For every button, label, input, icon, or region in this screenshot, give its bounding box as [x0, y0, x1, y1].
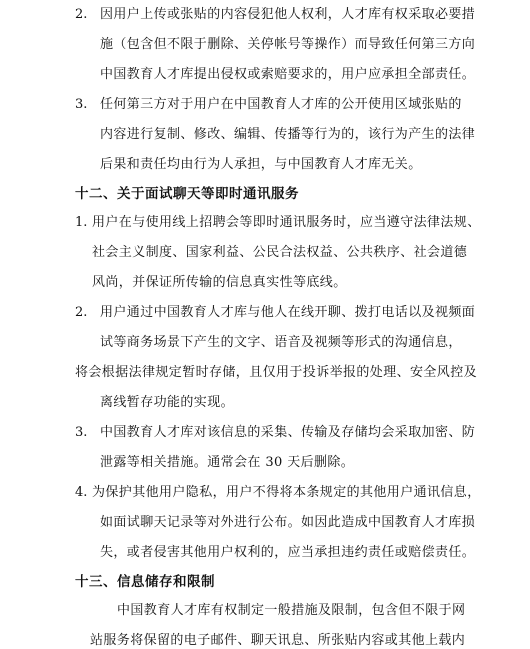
paragraph-text-line: 中国教育人才库有权制定一般措施及限制，包含但不限于网 — [117, 603, 466, 618]
clause-text-line: 离线暂存功能的实现。 — [100, 395, 235, 410]
clause-text-line: 因用户上传或张贴的内容侵犯他人权利，人才库有权采取必要措 — [100, 7, 476, 22]
clause-text-line: 任何第三方对于用户在中国教育人才库的公开使用区域张贴的 — [100, 97, 462, 112]
section-heading: 十三、信息储存和限制 — [75, 574, 215, 590]
clause-text-line: 施（包含但不限于删除、关停帐号等操作）而导致任何第三方向 — [100, 37, 476, 52]
clause-number: 4. — [75, 485, 88, 500]
section-heading: 十二、关于面试聊天等即时通讯服务 — [75, 186, 299, 202]
clause-text-line: 中国教育人才库提出侵权或索赔要求的，用户应承担全部责任。 — [100, 67, 476, 82]
clause-text-line: 后果和责任均由行为人承担，与中国教育人才库无关。 — [100, 157, 422, 172]
clause-text-line: 将会根据法律规定暂时存储，且仅用于投诉举报的处理、安全风控及 — [75, 365, 478, 380]
clause-text-line: 中国教育人才库对该信息的采集、传输及存储均会采取加密、防 — [100, 425, 476, 440]
clause-text-line: 泄露等相关措施。通常会在 30 天后删除。 — [100, 455, 355, 470]
clause-number: 2. — [75, 7, 88, 22]
clause-text-line: 社会主义制度、国家利益、公民合法权益、公共秩序、社会道德 — [92, 245, 468, 260]
clause-text-line: 用户在与使用线上招聘会等即时通讯服务时，应当遵守法律法规、 — [92, 215, 481, 230]
paragraph-text-line: 站服务将保留的电子邮件、聊天讯息、所张贴内容或其他上载内 — [90, 633, 466, 648]
clause-text-line: 风尚，并保证所传输的信息真实性等底线。 — [92, 275, 347, 290]
clause-number: 3. — [75, 97, 88, 112]
clause-text-line: 为保护其他用户隐私，用户不得将本条规定的其他用户通讯信息， — [92, 485, 481, 500]
clause-number: 1. — [75, 215, 88, 230]
clause-number: 2. — [75, 305, 88, 320]
clause-text-line: 用户通过中国教育人才库与他人在线开聊、拨打电话以及视频面 — [100, 305, 476, 320]
clause-text-line: 失，或者侵害其他用户权利的，应当承担违约责任或赔偿责任。 — [100, 545, 476, 560]
clause-text-line: 试等商务场景下产生的文字、语音及视频等形式的沟通信息， — [100, 335, 462, 350]
clause-text-line: 如面试聊天记录等对外进行公布。如因此造成中国教育人才库损 — [100, 515, 476, 530]
clause-text-line: 内容进行复制、修改、编辑、传播等行为的，该行为产生的法律 — [100, 127, 476, 142]
clause-number: 3. — [75, 425, 88, 440]
